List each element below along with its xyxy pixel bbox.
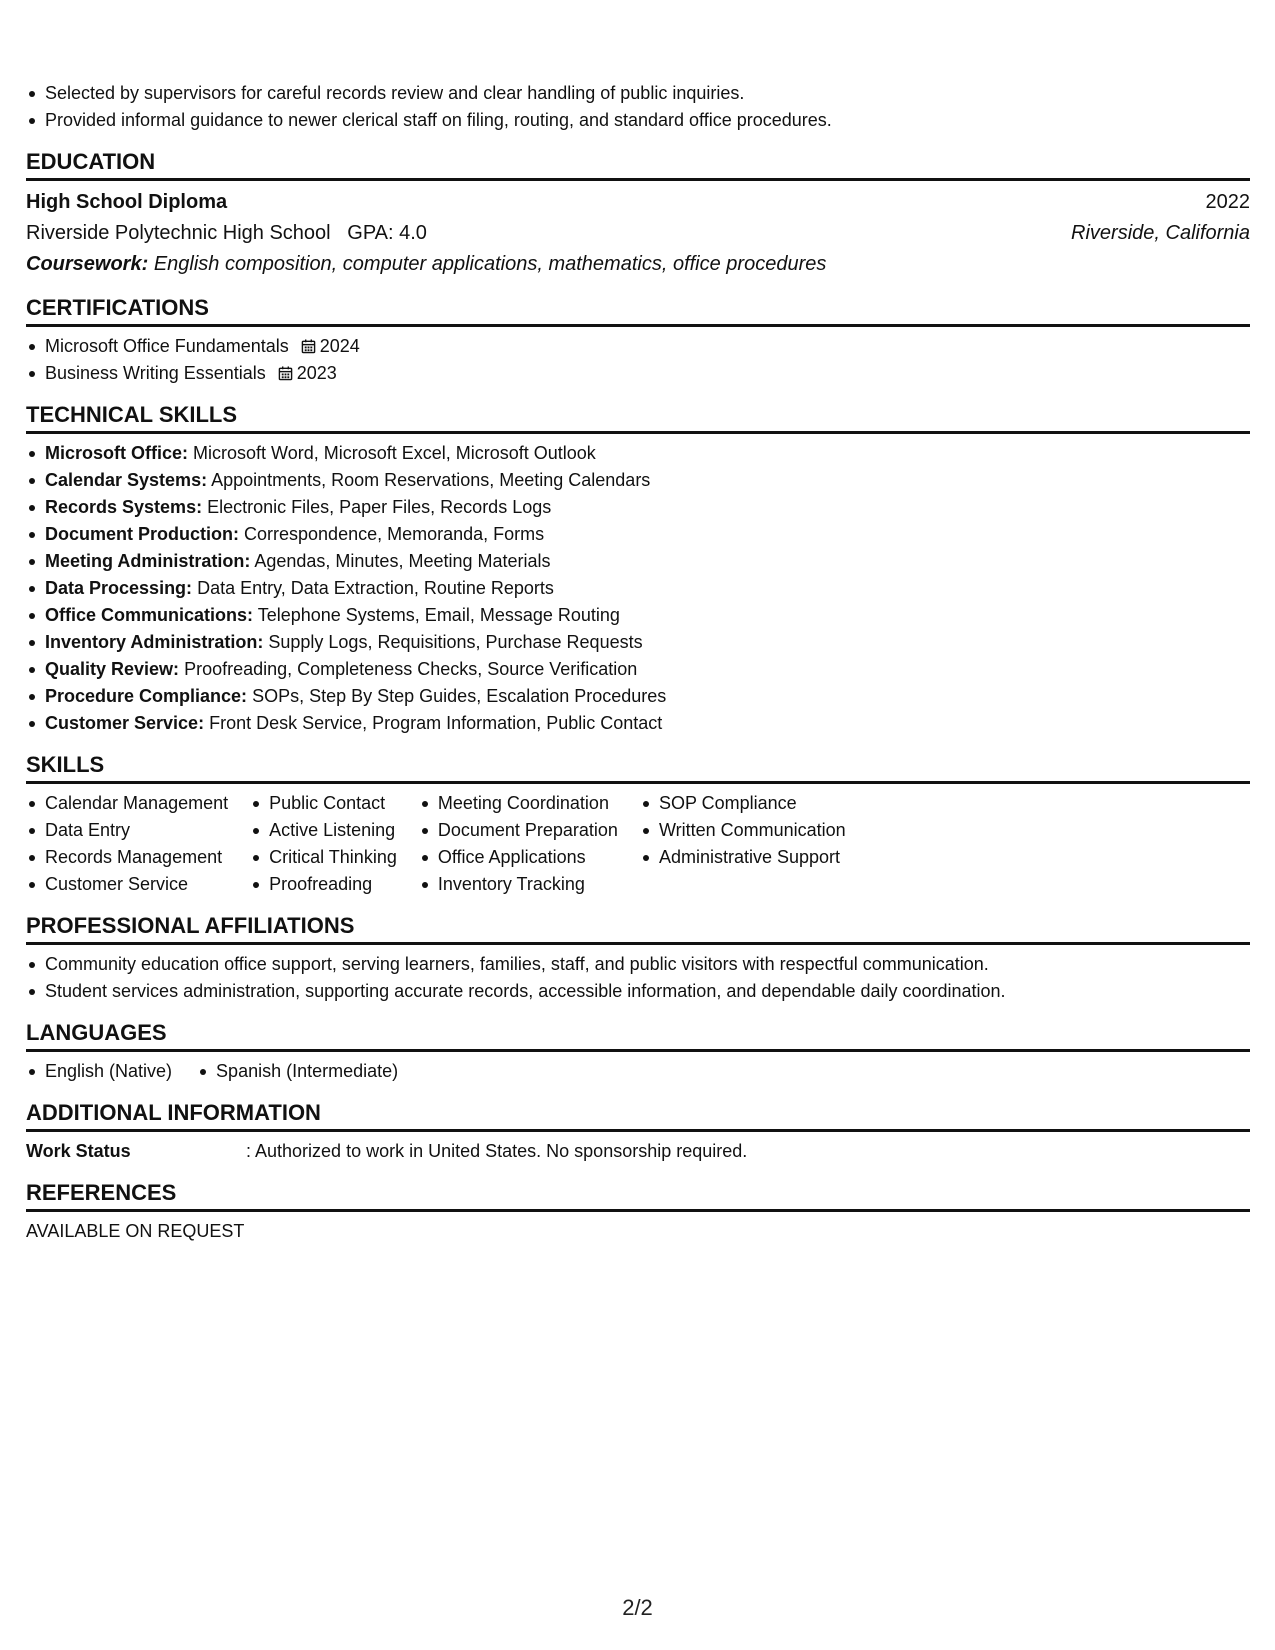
technical-skills-section <box>26 401 1250 737</box>
certification-name: Microsoft Office Fundamentals <box>45 336 289 356</box>
languages-list <box>26 1058 1250 1085</box>
list-item: Written Communication <box>640 817 846 844</box>
skills-column <box>419 790 618 898</box>
list-item: Records Management <box>26 844 228 871</box>
list-item: Proofreading <box>250 871 397 898</box>
skill-values: Agendas, Minutes, Meeting Materials <box>254 551 551 571</box>
education-degree-row <box>26 187 1250 218</box>
list-item <box>26 629 1250 656</box>
skill-values: Correspondence, Memoranda, Forms <box>244 524 545 544</box>
languages-section <box>26 1019 1250 1085</box>
certification-year: 2024 <box>319 336 360 356</box>
list-item: Inventory Tracking <box>419 871 618 898</box>
list-item: Office Applications <box>419 844 618 871</box>
skill-category: Customer Service: <box>45 713 205 733</box>
list-item: Selected by supervisors for careful records review and clear handling of public inquiries. <box>26 80 1250 107</box>
coursework: English composition, computer applications, mathematics, office procedures <box>153 253 827 275</box>
list-item: English (Native) <box>26 1058 172 1085</box>
affiliations-section <box>26 912 1250 1005</box>
work-status-label: Work Status <box>26 1141 131 1161</box>
skill-values: Telephone Systems, Email, Message Routing <box>257 605 620 625</box>
list-item: Document Preparation <box>419 817 618 844</box>
skills-column <box>26 790 228 898</box>
list-item <box>26 602 1250 629</box>
list-item: Meeting Coordination <box>419 790 618 817</box>
list-item: Community education office support, serving learners, families, staff, and public visitors with respectful communication. <box>26 951 1250 978</box>
skill-category: Data Processing: <box>45 578 193 598</box>
skills-column <box>640 790 846 898</box>
skill-category: Document Production: <box>45 524 239 544</box>
list-item: SOP Compliance <box>640 790 846 817</box>
list-item: Calendar Management <box>26 790 228 817</box>
section-title: REFERENCES <box>26 1179 1250 1212</box>
skill-category: Quality Review: <box>45 659 180 679</box>
skill-values: Microsoft Word, Microsoft Excel, Microsoft Outlook <box>193 443 596 463</box>
list-item <box>26 440 1250 467</box>
list-item: Critical Thinking <box>250 844 397 871</box>
skill-values: Supply Logs, Requisitions, Purchase Requests <box>268 632 643 652</box>
skills-column <box>250 790 397 898</box>
section-title: EDUCATION <box>26 148 1250 181</box>
coursework-label: Coursework: <box>26 253 149 275</box>
skill-category: Calendar Systems: <box>45 470 208 490</box>
skill-values: Appointments, Room Reservations, Meeting Calendars <box>211 470 651 490</box>
list-item <box>26 521 1250 548</box>
list-item: Data Entry <box>26 817 228 844</box>
degree: High School Diploma <box>26 191 228 213</box>
list-item <box>26 494 1250 521</box>
coursework-row <box>26 249 1250 280</box>
list-item <box>26 575 1250 602</box>
skill-category: Microsoft Office: <box>45 443 189 463</box>
list-item <box>26 656 1250 683</box>
certifications-section <box>26 294 1250 387</box>
list-item: Student services administration, supporting accurate records, accessible information, and dependable daily coordination. <box>26 978 1250 1005</box>
references-section <box>26 1179 1250 1245</box>
skill-values: SOPs, Step By Step Guides, Escalation Procedures <box>252 686 667 706</box>
list-item: Active Listening <box>250 817 397 844</box>
education-section <box>26 148 1250 280</box>
skill-category: Procedure Compliance: <box>45 686 248 706</box>
additional-info-section <box>26 1099 1250 1165</box>
school-line <box>26 218 427 249</box>
skill-category: Office Communications: <box>45 605 254 625</box>
graduation-year: 2022 <box>1205 191 1250 213</box>
gpa: GPA: 4.0 <box>347 222 427 244</box>
section-title: SKILLS <box>26 751 1250 784</box>
list-item <box>26 548 1250 575</box>
resume-page <box>26 80 1250 1245</box>
list-item: Spanish (Intermediate) <box>197 1058 398 1085</box>
skill-category: Inventory Administration: <box>45 632 264 652</box>
skill-category: Meeting Administration: <box>45 551 251 571</box>
section-title: PROFESSIONAL AFFILIATIONS <box>26 912 1250 945</box>
section-title: TECHNICAL SKILLS <box>26 401 1250 434</box>
skill-values: Electronic Files, Paper Files, Records Logs <box>207 497 552 517</box>
affiliations-list <box>26 951 1250 1005</box>
list-item <box>26 683 1250 710</box>
references-text: AVAILABLE ON REQUEST <box>26 1221 245 1241</box>
list-item: Administrative Support <box>640 844 846 871</box>
skills-columns <box>26 790 1250 898</box>
certification-year: 2023 <box>296 363 337 383</box>
skill-values: Front Desk Service, Program Information, Public Contact <box>209 713 663 733</box>
list-item <box>26 333 1250 360</box>
school-name: Riverside Polytechnic High School <box>26 222 331 244</box>
list-item <box>26 360 1250 387</box>
technical-skills-list <box>26 440 1250 737</box>
list-item <box>26 710 1250 737</box>
intro-bullets <box>26 80 1250 134</box>
section-title: ADDITIONAL INFORMATION <box>26 1099 1250 1132</box>
calendar-icon <box>301 339 316 354</box>
list-item: Provided informal guidance to newer clerical staff on filing, routing, and standard office procedures. <box>26 107 1250 134</box>
work-status-value: : Authorized to work in United States. No sponsorship required. <box>246 1141 748 1161</box>
skill-values: Data Entry, Data Extraction, Routine Reports <box>197 578 554 598</box>
calendar-icon <box>278 366 293 381</box>
list-item: Customer Service <box>26 871 228 898</box>
work-status-row <box>26 1138 1250 1165</box>
skill-category: Records Systems: <box>45 497 203 517</box>
page-number: 2/2 <box>622 1595 653 1620</box>
education-school-row <box>26 218 1250 249</box>
section-title: LANGUAGES <box>26 1019 1250 1052</box>
skills-section <box>26 751 1250 898</box>
section-title: CERTIFICATIONS <box>26 294 1250 327</box>
skill-values: Proofreading, Completeness Checks, Source Verification <box>184 659 638 679</box>
certifications-list <box>26 333 1250 387</box>
list-item <box>26 467 1250 494</box>
school-location: Riverside, California <box>1071 222 1250 244</box>
list-item: Public Contact <box>250 790 397 817</box>
certification-name: Business Writing Essentials <box>45 363 266 383</box>
